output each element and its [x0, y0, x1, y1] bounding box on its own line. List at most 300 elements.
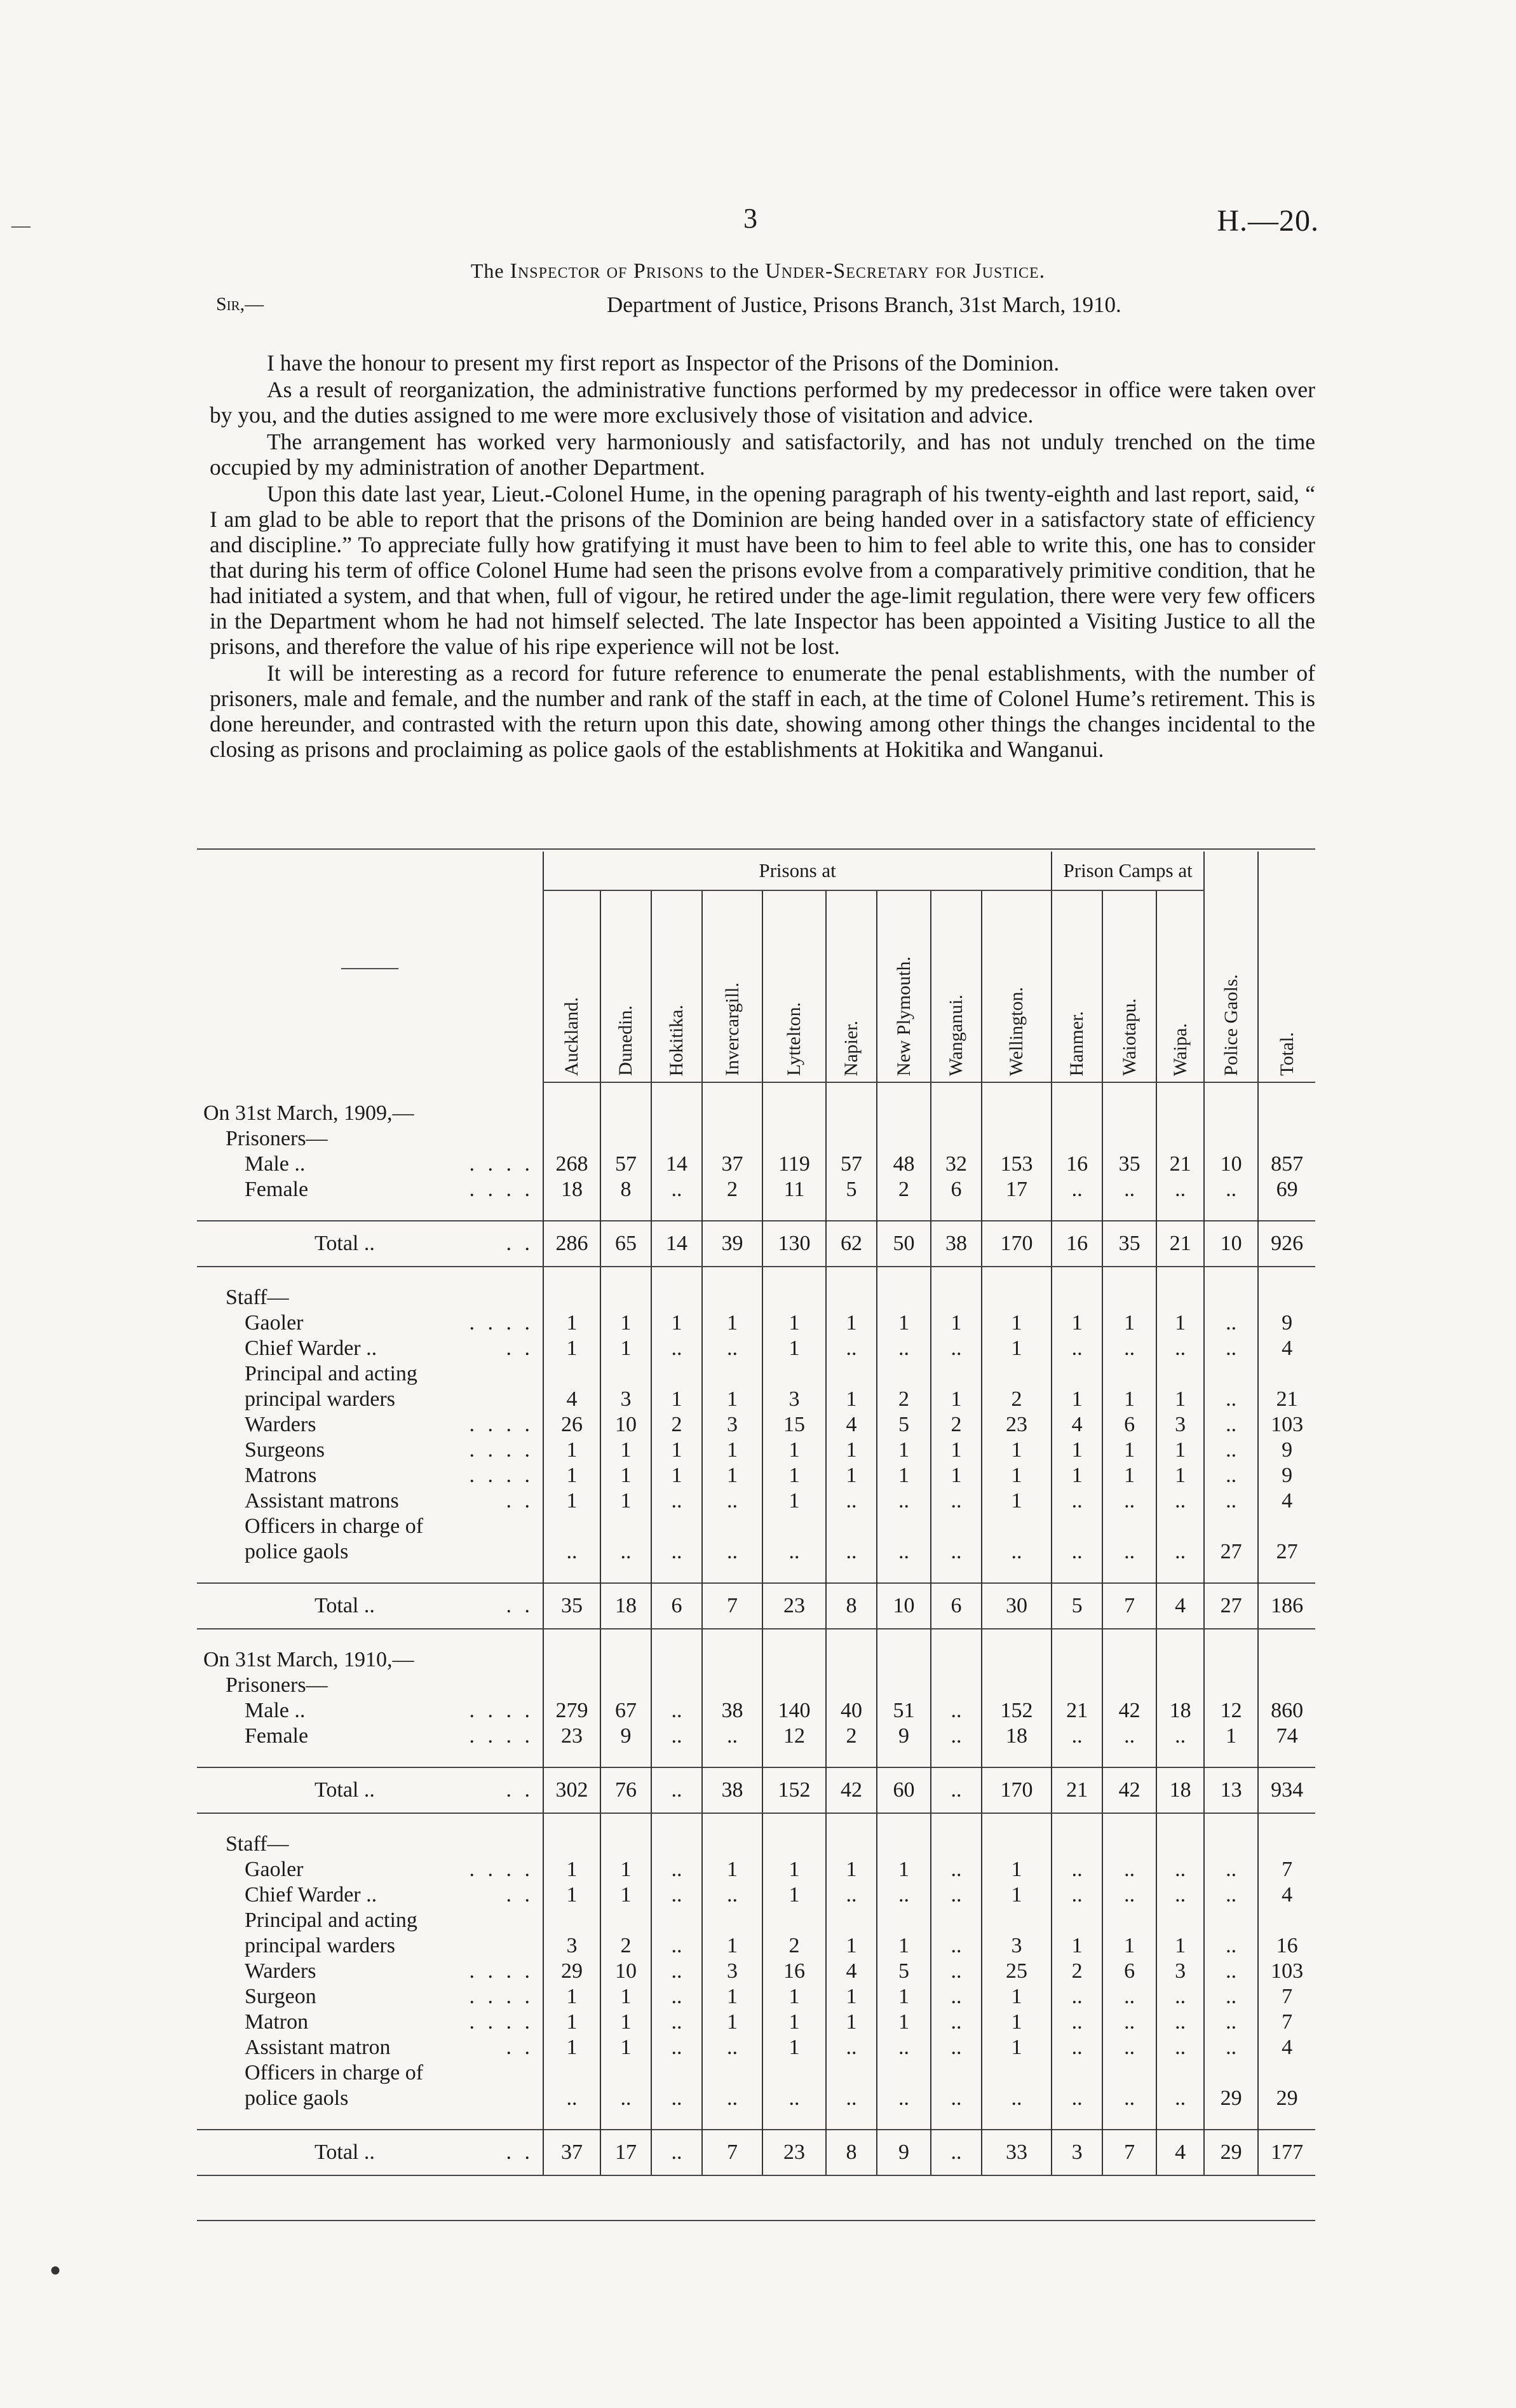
table-cell: 21: [1052, 1767, 1102, 1813]
table-cell: ..: [1204, 1882, 1258, 1908]
table-cell: 1: [1052, 1463, 1102, 1488]
table-cell: 6: [651, 1583, 702, 1629]
table-cell: ..: [931, 1698, 982, 1724]
section-title: On 31st March, 1909,—: [203, 1101, 414, 1125]
table-cell: 1: [877, 1438, 931, 1463]
table-cell: 8: [826, 2130, 877, 2175]
table-cell: 32: [931, 1152, 982, 1177]
table-cell: ..: [931, 1514, 982, 1565]
margin-mark: —: [11, 215, 30, 236]
table-cell: 13: [1204, 1767, 1258, 1813]
table-cell: 1: [1204, 1724, 1258, 1749]
row-label: Surgeons . . . .: [245, 1438, 534, 1462]
table-cell: ..: [651, 1336, 702, 1361]
table-cell: 38: [702, 1698, 762, 1724]
table-cell: 1: [762, 1857, 826, 1882]
table-cell: 40: [826, 1698, 877, 1724]
table-cell: 16: [1052, 1152, 1102, 1177]
col-lyttelton: Lyttelton.: [762, 890, 826, 1082]
table-cell: 74: [1258, 1724, 1315, 1749]
table-cell: 1: [982, 2035, 1052, 2060]
table-cell: 29: [1204, 2130, 1258, 2175]
row-label: Female . . . .: [245, 1178, 534, 1201]
table-cell: 18: [543, 1177, 600, 1202]
table-cell: 1: [931, 1310, 982, 1336]
table-cell: 177: [1258, 2130, 1315, 2175]
row-label: Total .. . .: [197, 2130, 543, 2175]
table-cell: 1: [1052, 1438, 1102, 1463]
table-cell: ..: [931, 1767, 982, 1813]
table-row: [197, 2060, 1315, 2111]
table-cell: 1: [543, 1438, 600, 1463]
table-cell: 1: [826, 1984, 877, 2010]
table-cell: 1: [826, 1361, 877, 1412]
table-cell: ..: [877, 2035, 931, 2060]
table-cell: 1: [982, 1336, 1052, 1361]
table-cell: 8: [600, 1177, 651, 1202]
table-cell: 170: [982, 1221, 1052, 1267]
table-cell: 9: [877, 2130, 931, 2175]
table-cell: 152: [982, 1698, 1052, 1724]
table-cell: ..: [1052, 1488, 1102, 1514]
table-cell: ..: [1204, 1463, 1258, 1488]
table-cell: 4: [1052, 1412, 1102, 1438]
table-cell: 152: [762, 1767, 826, 1813]
table-row: [197, 1984, 1315, 2010]
table-cell: 23: [543, 1724, 600, 1749]
table-cell: 2: [1052, 1959, 1102, 1984]
row-label: Total .. . .: [197, 1221, 543, 1267]
table-cell: ..: [1102, 1882, 1156, 1908]
table-cell: 1: [982, 1882, 1052, 1908]
table-cell: ..: [931, 1908, 982, 1959]
table-cell: ..: [1156, 1984, 1204, 2010]
table-cell: 5: [877, 1959, 931, 1984]
table-cell: ..: [651, 1984, 702, 2010]
row-label: Assistant matrons . .: [245, 1489, 534, 1513]
table-cell: ..: [826, 1882, 877, 1908]
table-cell: 3: [982, 1908, 1052, 1959]
table-cell: 1: [762, 1438, 826, 1463]
table-cell: 10: [877, 1583, 931, 1629]
table-cell: ..: [1156, 1177, 1204, 1202]
table-cell: 1: [762, 1310, 826, 1336]
table-cell: ..: [877, 2060, 931, 2111]
table-cell: 926: [1258, 1221, 1315, 1267]
table-cell: 26: [543, 1412, 600, 1438]
table-cell: 1: [600, 2010, 651, 2035]
table-row: [197, 1152, 1315, 1177]
table-cell: ..: [702, 1514, 762, 1565]
table-cell: ..: [877, 1882, 931, 1908]
table-row: [197, 1724, 1315, 1749]
table-row: [197, 1767, 1315, 1813]
table-cell: 21: [1052, 1698, 1102, 1724]
table-cell: ..: [931, 2035, 982, 2060]
table-cell: 33: [982, 2130, 1052, 2175]
table-cell: 1: [931, 1463, 982, 1488]
col-napier: Napier.: [826, 890, 877, 1082]
report-code: H.—20.: [1217, 204, 1319, 238]
table-cell: ..: [543, 2060, 600, 2111]
table-cell: 1: [982, 1488, 1052, 1514]
table-cell: 1: [600, 2035, 651, 2060]
table-cell: 1: [762, 1488, 826, 1514]
table-cell: ..: [1156, 2060, 1204, 2111]
table-cell: 25: [982, 1959, 1052, 1984]
table-cell: 9: [600, 1724, 651, 1749]
table-row: [197, 2035, 1315, 2060]
table-cell: 1: [1102, 1310, 1156, 1336]
table-cell: 16: [1052, 1221, 1102, 1267]
letter-body: [210, 321, 1315, 763]
table-cell: 1: [702, 1857, 762, 1882]
table-cell: 17: [982, 1177, 1052, 1202]
table-cell: 1: [931, 1438, 982, 1463]
table-cell: ..: [702, 1724, 762, 1749]
heading-to: Under-Secretary for Justice.: [765, 259, 1046, 283]
row-label: Male .. . . . .: [245, 1152, 534, 1176]
table-row: [197, 2130, 1315, 2175]
table-cell: 3: [1156, 1412, 1204, 1438]
prisons-return-table: [197, 852, 1315, 2176]
table-cell: 1: [1102, 1361, 1156, 1412]
table-cell: ..: [1204, 2010, 1258, 2035]
table-cell: 1: [651, 1310, 702, 1336]
table-cell: 3: [702, 1959, 762, 1984]
table-cell: 1: [877, 1908, 931, 1959]
table-cell: ..: [1102, 1488, 1156, 1514]
table-row: [197, 1177, 1315, 1202]
table-cell: 1: [702, 1438, 762, 1463]
table-cell: 5: [1052, 1583, 1102, 1629]
table-cell: ..: [1156, 1882, 1204, 1908]
table-cell: 1: [826, 1438, 877, 1463]
row-label: Officers in charge of police gaols: [245, 2061, 424, 2110]
table-cell: ..: [826, 1336, 877, 1361]
table-cell: 4: [1258, 2035, 1315, 2060]
table-cell: ..: [1102, 2035, 1156, 2060]
table-cell: 1: [651, 1438, 702, 1463]
table-cell: 286: [543, 1221, 600, 1267]
table-cell: 2: [762, 1908, 826, 1959]
table-cell: 4: [1156, 1583, 1204, 1629]
table-cell: 1: [877, 1463, 931, 1488]
table-cell: 1: [1102, 1463, 1156, 1488]
table-cell: 1: [762, 1882, 826, 1908]
row-label: Officers in charge of police gaols: [245, 1514, 424, 1563]
table-cell: 1: [702, 1361, 762, 1412]
paragraph: Upon this date last year, Lieut.-Colonel Hume, in the opening paragraph of his twenty-eighth and last report, said, “ I am glad to be able to report that the prisons of the Dominion are being handed over in a satisfactory state of efficiency and discipline.” To appreciate fully how gratifying it must have been to him to feel able to write this, one has to consider that during his term of office Colonel Hume had seen the prisons evolve from a comparatively primitive condition, that he had initiated a system, and that when, full of vigour, he retired under the age-limit regulation, there were very few officers in the Department whom he had not himself selected. The late Inspector has been appointed a Visiting Justice to all the prisons, and therefore the value of his ripe experience will not be lost.: [210, 481, 1315, 659]
table-cell: 42: [826, 1767, 877, 1813]
table-cell: 3: [543, 1908, 600, 1959]
table-cell: 9: [1258, 1463, 1315, 1488]
table-cell: 1: [1052, 1908, 1102, 1959]
table-cell: ..: [1204, 1984, 1258, 2010]
table-cell: 1: [826, 1908, 877, 1959]
table-cell: 17: [600, 2130, 651, 2175]
table-cell: 1: [543, 1336, 600, 1361]
table-cell: 1: [1156, 1908, 1204, 1959]
table-cell: ..: [1156, 1488, 1204, 1514]
margin-mark: ●: [50, 2259, 62, 2280]
table-cell: ..: [651, 1767, 702, 1813]
table-cell: ..: [1156, 1724, 1204, 1749]
table-cell: 1: [543, 1488, 600, 1514]
table-cell: 65: [600, 1221, 651, 1267]
table-cell: ..: [1052, 1724, 1102, 1749]
table-cell: 18: [1156, 1698, 1204, 1724]
table-cell: ..: [702, 1336, 762, 1361]
table-cell: ..: [762, 1514, 826, 1565]
table-cell: 4: [1258, 1336, 1315, 1361]
table-cell: 5: [877, 1412, 931, 1438]
row-label: Warders . . . .: [245, 1959, 534, 1983]
table-cell: ..: [1052, 1857, 1102, 1882]
table-cell: 57: [600, 1152, 651, 1177]
table-cell: 302: [543, 1767, 600, 1813]
table-cell: 1: [931, 1361, 982, 1412]
table-cell: 1: [543, 1882, 600, 1908]
table-body: [197, 1082, 1315, 2175]
table-cell: ..: [931, 1488, 982, 1514]
row-label: Gaoler . . . .: [245, 1311, 534, 1335]
table-cell: 7: [1102, 2130, 1156, 2175]
table-cell: ..: [651, 1514, 702, 1565]
table-row: [197, 1514, 1315, 1565]
table-cell: 1: [762, 1463, 826, 1488]
table-cell: ..: [651, 1698, 702, 1724]
table-cell: ..: [1204, 1336, 1258, 1361]
table-row: [197, 1463, 1315, 1488]
table-cell: 27: [1204, 1583, 1258, 1629]
table-cell: 27: [1204, 1514, 1258, 1565]
table-cell: 62: [826, 1221, 877, 1267]
table-row: [197, 1908, 1315, 1959]
table-cell: 18: [982, 1724, 1052, 1749]
table-cell: 3: [702, 1412, 762, 1438]
table-bottom-rule: [197, 2220, 1315, 2221]
table-cell: ..: [1204, 1412, 1258, 1438]
heading-mid: to the: [704, 259, 766, 282]
table-cell: ..: [1156, 1514, 1204, 1565]
table-cell: 29: [1258, 2060, 1315, 2111]
table-cell: 1: [1156, 1361, 1204, 1412]
table-cell: ..: [826, 1514, 877, 1565]
table-cell: 1: [600, 1857, 651, 1882]
table-cell: 21: [1156, 1152, 1204, 1177]
table-cell: ..: [931, 1336, 982, 1361]
table-cell: 4: [1258, 1882, 1315, 1908]
table-cell: 2: [651, 1412, 702, 1438]
table-cell: 29: [543, 1959, 600, 1984]
table-cell: 39: [702, 1221, 762, 1267]
table-row: [197, 1698, 1315, 1724]
table-cell: 9: [1258, 1438, 1315, 1463]
table-cell: 1: [762, 1984, 826, 2010]
table-cell: ..: [1204, 1361, 1258, 1412]
table-cell: 21: [1258, 1361, 1315, 1412]
table-cell: 7: [1102, 1583, 1156, 1629]
col-new-plymouth: New Plymouth.: [877, 890, 931, 1082]
table-row: [197, 1857, 1315, 1882]
table-cell: 42: [1102, 1767, 1156, 1813]
table-cell: ..: [651, 2035, 702, 2060]
salutation: Sir,—: [216, 294, 264, 315]
table-cell: 934: [1258, 1767, 1315, 1813]
table-cell: 1: [982, 2010, 1052, 2035]
table-cell: 1: [600, 1488, 651, 1514]
table-cell: ..: [1102, 1336, 1156, 1361]
table-cell: 35: [1102, 1152, 1156, 1177]
table-cell: 7: [1258, 1857, 1315, 1882]
table-cell: 6: [1102, 1412, 1156, 1438]
table-cell: ..: [1052, 1177, 1102, 1202]
table-cell: 153: [982, 1152, 1052, 1177]
table-cell: 1: [1052, 1361, 1102, 1412]
table-cell: 30: [982, 1583, 1052, 1629]
table-row: [197, 1438, 1315, 1463]
table-cell: ..: [1052, 2035, 1102, 2060]
row-label: Total .. . .: [197, 1583, 543, 1629]
row-label: Surgeon . . . .: [245, 1985, 534, 2008]
table-cell: 29: [1204, 2060, 1258, 2111]
table-cell: 60: [877, 1767, 931, 1813]
dateline: Department of Justice, Prisons Branch, 31st March, 1910.: [607, 292, 1121, 317]
table-cell: 1: [702, 1310, 762, 1336]
table-cell: 1: [702, 1984, 762, 2010]
table-cell: 35: [543, 1583, 600, 1629]
table-cell: 170: [982, 1767, 1052, 1813]
table-cell: 10: [1204, 1152, 1258, 1177]
table-cell: 16: [762, 1959, 826, 1984]
table-row: [197, 1310, 1315, 1336]
table-cell: 38: [702, 1767, 762, 1813]
table-cell: ..: [702, 1882, 762, 1908]
table-cell: 48: [877, 1152, 931, 1177]
col-waipa: Waipa.: [1156, 890, 1204, 1082]
row-label: Male .. . . . .: [245, 1699, 534, 1722]
table-cell: ..: [1102, 2060, 1156, 2111]
table-cell: 1: [1102, 1908, 1156, 1959]
table-cell: 1: [600, 1336, 651, 1361]
table-cell: 67: [600, 1698, 651, 1724]
table-row: [197, 1412, 1315, 1438]
table-top-rule: [197, 848, 1315, 850]
table-cell: ..: [931, 1959, 982, 1984]
row-label: Total .. . .: [197, 1767, 543, 1813]
table-cell: ..: [600, 1514, 651, 1565]
table-cell: 1: [877, 1857, 931, 1882]
table-cell: 279: [543, 1698, 600, 1724]
paragraph: As a result of reorganization, the administrative functions performed by my predecessor in office were taken over by you, and the duties assigned to me were more exclusively those of visitation and advice.: [210, 377, 1315, 428]
table-cell: 6: [931, 1177, 982, 1202]
table-cell: ..: [702, 2035, 762, 2060]
table-cell: ..: [877, 1336, 931, 1361]
table-cell: ..: [1156, 2035, 1204, 2060]
table-cell: ..: [651, 1908, 702, 1959]
table-cell: ..: [762, 2060, 826, 2111]
table-cell: 6: [931, 1583, 982, 1629]
table-cell: ..: [1102, 1514, 1156, 1565]
table-cell: 857: [1258, 1152, 1315, 1177]
table-cell: 1: [543, 1463, 600, 1488]
table-cell: 1: [1102, 1438, 1156, 1463]
table-row: [197, 1336, 1315, 1361]
table-cell: 1: [762, 2035, 826, 2060]
table-cell: ..: [931, 1882, 982, 1908]
col-total: Total.: [1258, 852, 1315, 1082]
table-cell: 57: [826, 1152, 877, 1177]
table-cell: ..: [1052, 2010, 1102, 2035]
table-cell: 1: [702, 1463, 762, 1488]
table-cell: ..: [931, 2010, 982, 2035]
table-cell: 1: [1156, 1310, 1204, 1336]
table-cell: ..: [826, 2060, 877, 2111]
table-cell: ..: [1204, 1908, 1258, 1959]
table-cell: 8: [826, 1583, 877, 1629]
table-cell: 1: [1052, 1310, 1102, 1336]
table-row: [197, 1221, 1315, 1267]
table-cell: 1: [600, 1310, 651, 1336]
table-cell: 1: [826, 1857, 877, 1882]
table-cell: ..: [702, 1488, 762, 1514]
table-cell: ..: [1156, 1857, 1204, 1882]
table-row: [197, 1361, 1315, 1412]
table-cell: 23: [982, 1412, 1052, 1438]
row-label: Female . . . .: [245, 1724, 534, 1748]
table-cell: 1: [762, 2010, 826, 2035]
table-cell: 5: [826, 1177, 877, 1202]
prisoners-heading: Prisoners—: [226, 1127, 328, 1150]
row-label: Chief Warder .. . .: [245, 1883, 534, 1907]
table-row: [197, 2010, 1315, 2035]
table-cell: ..: [1102, 1857, 1156, 1882]
prisoners-heading: Prisoners—: [226, 1673, 328, 1697]
table-cell: 10: [1204, 1221, 1258, 1267]
table-cell: 268: [543, 1152, 600, 1177]
table-cell: 1: [826, 1463, 877, 1488]
table-cell: 21: [1156, 1221, 1204, 1267]
col-waiotapu: Waiotapu.: [1102, 890, 1156, 1082]
row-label: Matron . . . .: [245, 2010, 534, 2034]
table-cell: ..: [651, 1724, 702, 1749]
row-label: Principal and acting principal warders: [245, 1908, 417, 1957]
table-cell: 1: [600, 1984, 651, 2010]
col-police-gaols: Police Gaols.: [1204, 852, 1258, 1082]
table-cell: 14: [651, 1152, 702, 1177]
table-cell: 2: [877, 1361, 931, 1412]
table-cell: ..: [1204, 2035, 1258, 2060]
table-cell: 3: [762, 1361, 826, 1412]
table-cell: ..: [651, 2060, 702, 2111]
table-cell: 37: [543, 2130, 600, 2175]
table-cell: 1: [982, 1438, 1052, 1463]
table-cell: 3: [600, 1361, 651, 1412]
table-cell: ..: [1052, 1882, 1102, 1908]
table-cell: 1: [600, 1438, 651, 1463]
table-cell: 1: [543, 2035, 600, 2060]
table-cell: 69: [1258, 1177, 1315, 1202]
table-cell: 1: [982, 1857, 1052, 1882]
table-cell: 1: [877, 1310, 931, 1336]
col-wellington: Wellington.: [982, 890, 1052, 1082]
table-cell: 7: [1258, 1984, 1315, 2010]
table-cell: 12: [1204, 1698, 1258, 1724]
table-cell: 1: [543, 1857, 600, 1882]
table-cell: ..: [1204, 1310, 1258, 1336]
row-label: Gaoler . . . .: [245, 1858, 534, 1881]
